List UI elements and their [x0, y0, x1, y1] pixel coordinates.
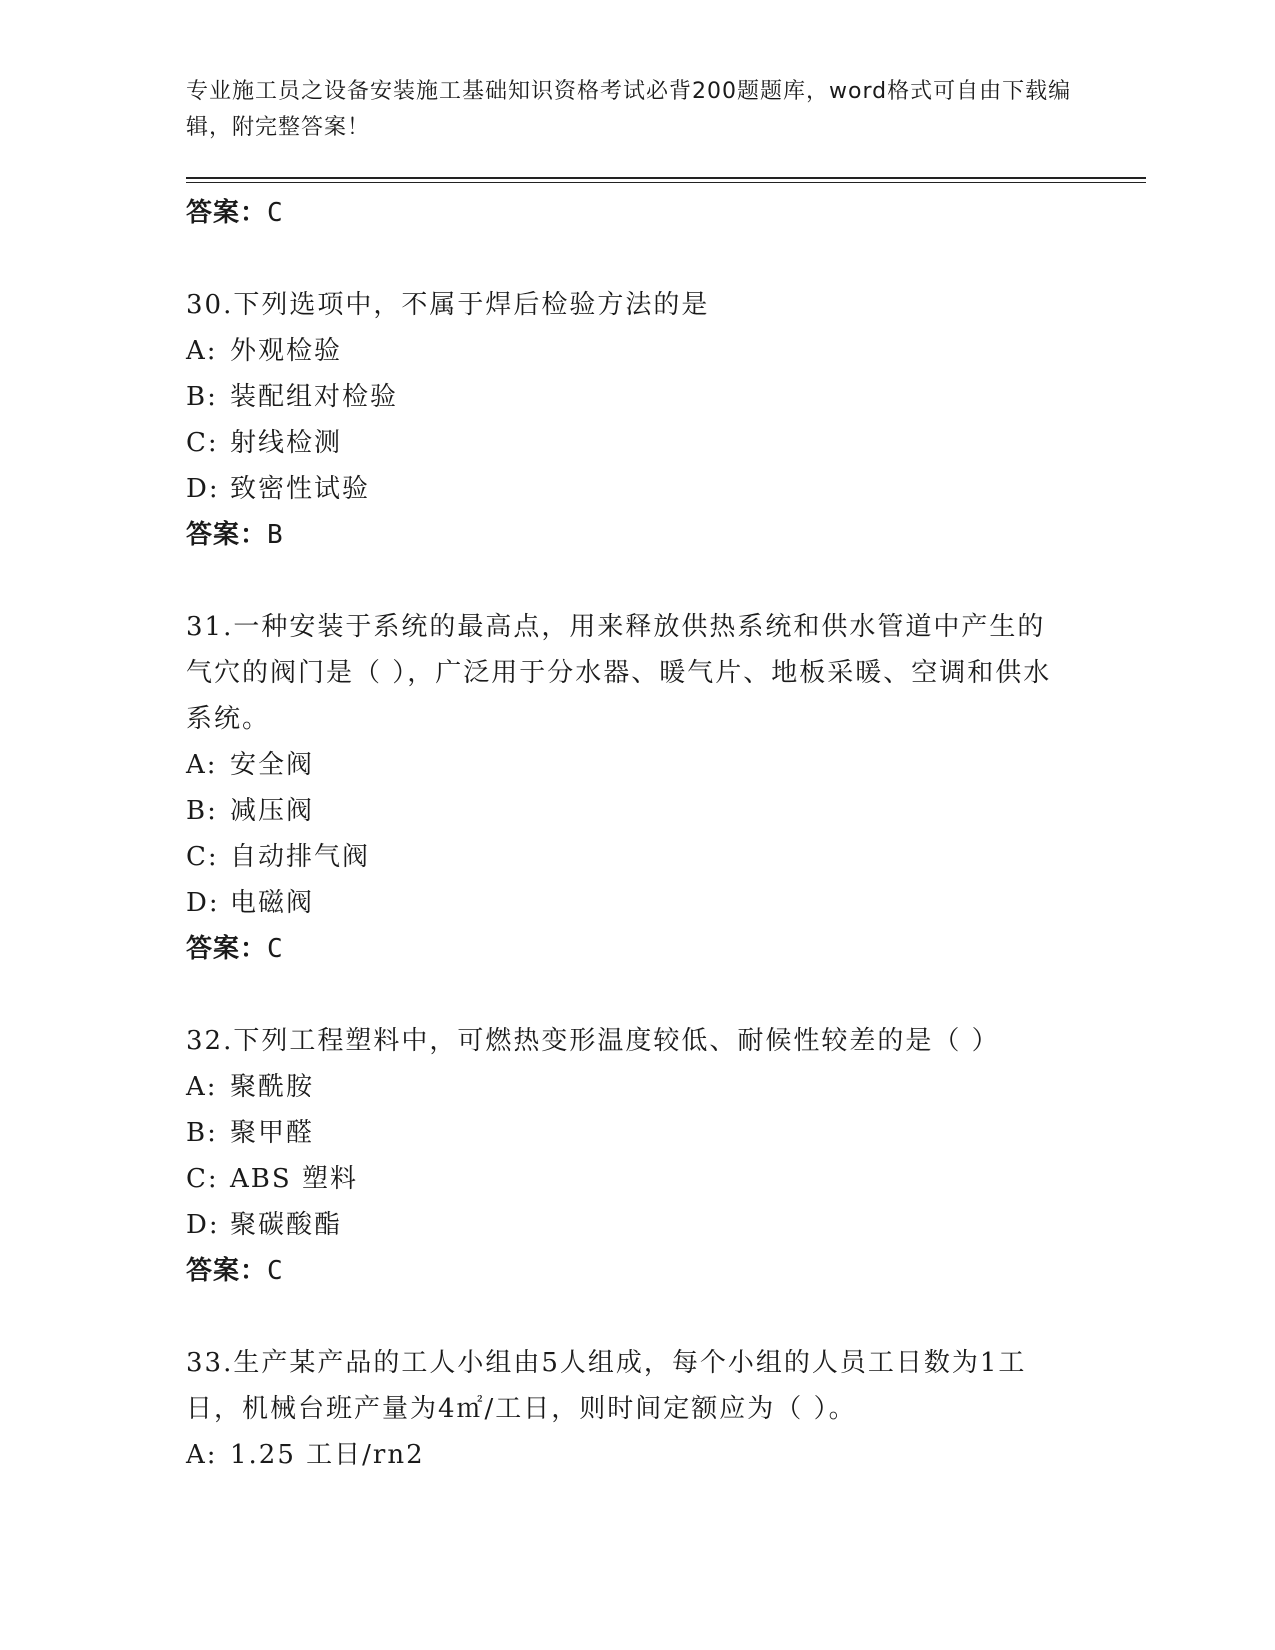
- option-letter: A:: [186, 750, 218, 780]
- option-text: 聚酰胺: [230, 1072, 315, 1102]
- option-d: [186, 880, 1066, 926]
- option-a: [186, 1432, 1066, 1478]
- header-divider-thin: [186, 182, 1146, 183]
- answer-label: 答案：: [186, 198, 268, 228]
- answer-value: B: [267, 520, 284, 550]
- option-b: [186, 788, 1066, 834]
- answer-value: C: [267, 198, 284, 228]
- option-letter: A:: [186, 1440, 218, 1470]
- question-text: 33.生产某产品的工人小组由5人组成，每个小组的人员工日数为1工日，机械台班产量为4㎡/工日，则时间定额应为（ ）。: [186, 1348, 1027, 1424]
- answer-line: [186, 190, 1066, 236]
- option-letter: B:: [186, 382, 218, 412]
- question-block: [186, 604, 1066, 972]
- option-letter: A:: [186, 1072, 218, 1102]
- option-letter: C:: [186, 428, 219, 458]
- option-text: 致密性试验: [230, 474, 371, 504]
- option-c: [186, 1156, 1066, 1202]
- header-divider: [186, 177, 1146, 179]
- option-a: [186, 1064, 1066, 1110]
- option-text: 射线检测: [230, 428, 343, 458]
- option-letter: D:: [186, 888, 220, 918]
- option-a: [186, 328, 1066, 374]
- document-header: 专业施工员之设备安装施工基础知识资格考试必背200题题库，word格式可自由下载编辑，附完整答案！: [186, 79, 1072, 140]
- answer-line: [186, 1248, 1066, 1294]
- option-letter: A:: [186, 336, 218, 366]
- answer-label: 答案：: [186, 1256, 268, 1286]
- question-block: [186, 1018, 1066, 1294]
- option-text: 安全阀: [230, 750, 315, 780]
- option-text: 装配组对检验: [230, 382, 399, 412]
- option-a: [186, 742, 1066, 788]
- option-b: [186, 374, 1066, 420]
- question-text: 30.下列选项中，不属于焊后检验方法的是: [186, 290, 710, 320]
- option-text: 自动排气阀: [230, 842, 371, 872]
- answer-value: C: [267, 934, 284, 964]
- option-letter: D:: [186, 1210, 220, 1240]
- option-text: 减压阀: [230, 796, 315, 826]
- answer-value: C: [267, 1256, 284, 1286]
- question-text: 32.下列工程塑料中，可燃热变形温度较低、耐候性较差的是（ ）: [186, 1026, 1000, 1056]
- answer-line: [186, 926, 1066, 972]
- question-text: 31.一种安装于系统的最高点，用来释放供热系统和供水管道中产生的气穴的阀门是（ ），广泛用于分水器、暖气片、地板采暖、空调和供水系统。: [186, 612, 1052, 734]
- option-letter: B:: [186, 796, 218, 826]
- answer-label: 答案：: [186, 934, 268, 964]
- option-letter: C:: [186, 842, 219, 872]
- option-d: [186, 466, 1066, 512]
- option-text: 聚碳酸酯: [230, 1210, 343, 1240]
- option-letter: D:: [186, 474, 220, 504]
- question-block: [186, 282, 1066, 558]
- option-text: ABS 塑料: [230, 1164, 358, 1194]
- answer-line: [186, 512, 1066, 558]
- option-text: 电磁阀: [230, 888, 315, 918]
- option-d: [186, 1202, 1066, 1248]
- option-text: 1.25 工日/rn2: [230, 1440, 425, 1470]
- option-c: [186, 834, 1066, 880]
- option-b: [186, 1110, 1066, 1156]
- document-body: [186, 190, 1066, 1478]
- option-text: 外观检验: [230, 336, 343, 366]
- option-text: 聚甲醛: [230, 1118, 315, 1148]
- option-c: [186, 420, 1066, 466]
- option-letter: B:: [186, 1118, 218, 1148]
- question-block: [186, 1340, 1066, 1478]
- option-letter: C:: [186, 1164, 219, 1194]
- answer-label: 答案：: [186, 520, 268, 550]
